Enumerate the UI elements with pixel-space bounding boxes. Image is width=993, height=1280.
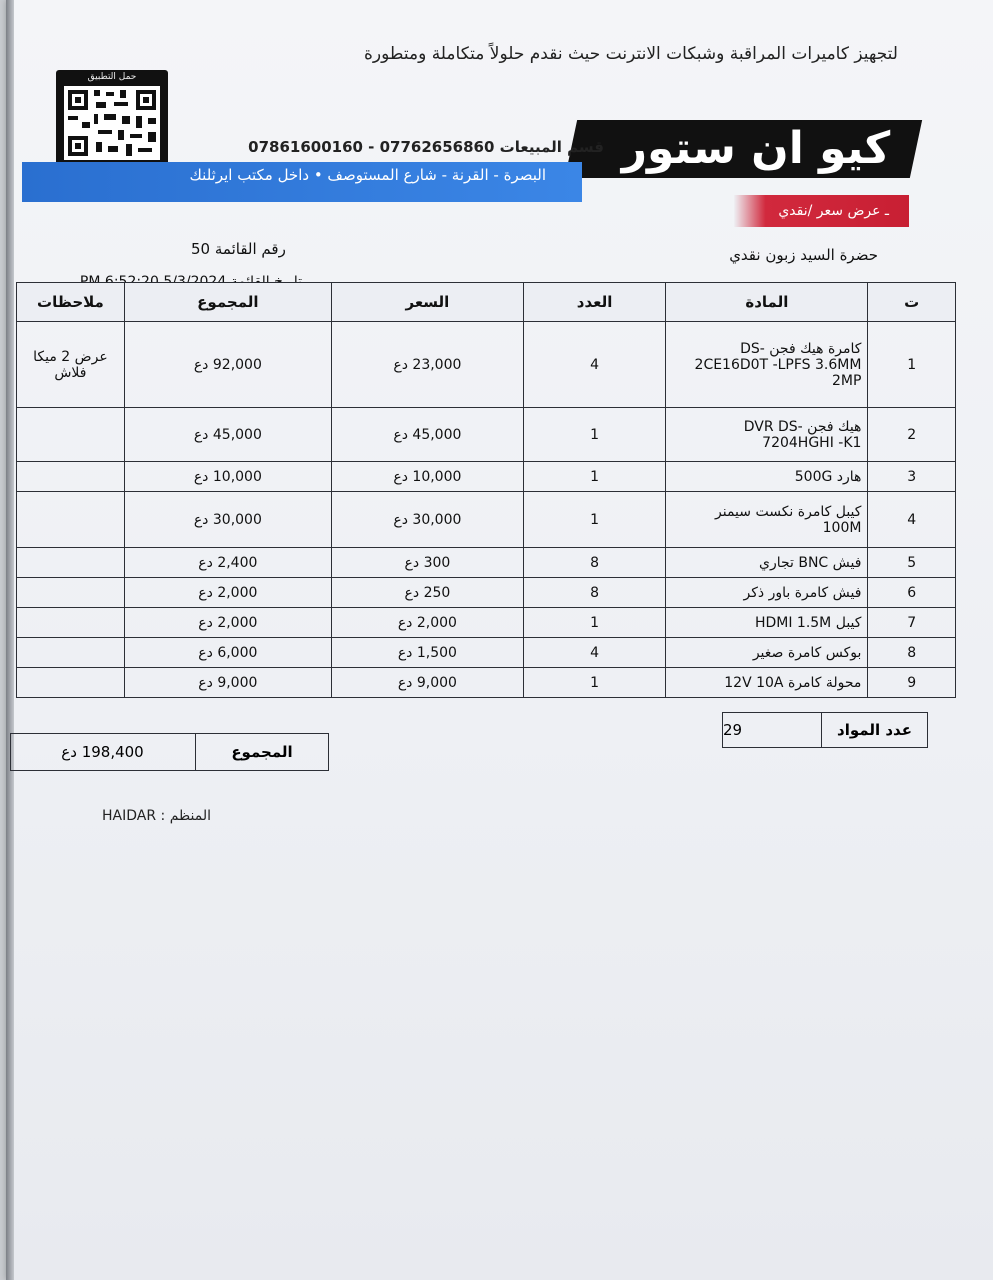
row-total: 92,000 دع — [124, 322, 331, 408]
row-number: 2 — [868, 408, 956, 462]
row-notes — [17, 638, 125, 668]
table-row — [17, 408, 956, 462]
row-qty: 4 — [523, 322, 665, 408]
row-qty: 4 — [523, 638, 665, 668]
sales-phones — [184, 138, 604, 156]
row-item: محولة كامرة 12V 10A — [666, 668, 868, 698]
table-row — [17, 638, 956, 668]
row-item: بوكس كامرة صغير — [666, 638, 868, 668]
row-notes: عرض 2 ميكا فلاش — [17, 322, 125, 408]
row-notes — [17, 548, 125, 578]
row-number: 5 — [868, 548, 956, 578]
table-row — [17, 462, 956, 492]
row-qty: 1 — [523, 492, 665, 548]
row-number: 4 — [868, 492, 956, 548]
row-notes — [17, 578, 125, 608]
sales-label: قسم المبيعات — [499, 138, 604, 156]
col-price: السعر — [331, 283, 523, 322]
brand-name: كيو ان ستور — [621, 123, 891, 174]
invoice-paper — [6, 0, 993, 1280]
table-row — [17, 548, 956, 578]
grand-total-box — [10, 733, 329, 771]
col-number: ت — [868, 283, 956, 322]
row-total: 2,000 دع — [124, 578, 331, 608]
col-item: المادة — [666, 283, 868, 322]
row-number: 3 — [868, 462, 956, 492]
row-total: 2,000 دع — [124, 608, 331, 638]
items-table — [16, 282, 956, 698]
items-count-box — [722, 712, 928, 748]
row-price: 45,000 دع — [331, 408, 523, 462]
items-count-value: 29 — [723, 721, 743, 739]
row-qty: 8 — [523, 578, 665, 608]
row-number: 7 — [868, 608, 956, 638]
row-notes — [17, 668, 125, 698]
table-row — [17, 322, 956, 408]
row-total: 10,000 دع — [124, 462, 331, 492]
row-total: 6,000 دع — [124, 638, 331, 668]
qr-code — [56, 70, 168, 165]
company-tagline: لتجهيز كاميرات المراقبة وشبكات الانترنت حيث نقدم حلولاً متكاملة ومتطورة — [364, 44, 898, 64]
row-number: 1 — [868, 322, 956, 408]
row-item: هارد 500G — [666, 462, 868, 492]
items-count-label: عدد المواد — [821, 713, 927, 747]
table-header-row — [17, 283, 956, 322]
table-row — [17, 668, 956, 698]
row-number: 9 — [868, 668, 956, 698]
quote-type-badge — [734, 195, 909, 227]
row-total: 2,400 دع — [124, 548, 331, 578]
quote-type-text: ـ عرض سعر /نقدي — [778, 203, 889, 219]
row-item: كامرة هيك فجن DS-2CE16D0T -LPFS 3.6MM 2MP — [666, 322, 868, 408]
row-qty: 1 — [523, 462, 665, 492]
row-price: 9,000 دع — [331, 668, 523, 698]
row-price: 23,000 دع — [331, 322, 523, 408]
grand-total-label: المجموع — [195, 734, 328, 770]
row-item: كيبل HDMI 1.5M — [666, 608, 868, 638]
row-item: كيبل كامرة نكست سيمنر 100M — [666, 492, 868, 548]
row-notes — [17, 608, 125, 638]
row-qty: 1 — [523, 668, 665, 698]
row-item: فيش كامرة باور ذكر — [666, 578, 868, 608]
store-address: البصرة - القرنة - شارع المستوصف • داخل مكتب ايرثلنك — [189, 166, 546, 184]
row-price: 300 دع — [331, 548, 523, 578]
row-price: 1,500 دع — [331, 638, 523, 668]
row-total: 9,000 دع — [124, 668, 331, 698]
row-price: 2,000 دع — [331, 608, 523, 638]
row-qty: 1 — [523, 608, 665, 638]
col-qty: العدد — [523, 283, 665, 322]
qr-code-icon — [64, 86, 160, 160]
row-number: 8 — [868, 638, 956, 668]
table-row — [17, 578, 956, 608]
qr-caption: حمل التطبيق — [87, 72, 137, 82]
row-total: 45,000 دع — [124, 408, 331, 462]
row-item: هيك فجن DVR DS-7204HGHI -K1 — [666, 408, 868, 462]
row-price: 10,000 دع — [331, 462, 523, 492]
row-notes — [17, 408, 125, 462]
table-row — [17, 492, 956, 548]
col-total: المجموع — [124, 283, 331, 322]
row-notes — [17, 492, 125, 548]
col-notes: ملاحظات — [17, 283, 125, 322]
row-qty: 1 — [523, 408, 665, 462]
row-notes — [17, 462, 125, 492]
phone-numbers: 07861600160 - 07762656860 — [248, 138, 495, 156]
row-item: فيش BNC تجاري — [666, 548, 868, 578]
customer-name: حضرة السيد زبون نقدي — [729, 246, 878, 264]
grand-total-value: 198,400 دع — [61, 743, 144, 761]
table-row — [17, 608, 956, 638]
row-qty: 8 — [523, 548, 665, 578]
row-price: 30,000 دع — [331, 492, 523, 548]
row-price: 250 دع — [331, 578, 523, 608]
invoice-number: رقم القائمة 50 — [191, 240, 286, 258]
organizer-name: HAIDAR : المنظم — [102, 808, 211, 824]
row-total: 30,000 دع — [124, 492, 331, 548]
row-number: 6 — [868, 578, 956, 608]
paper-edge — [6, 0, 14, 1280]
